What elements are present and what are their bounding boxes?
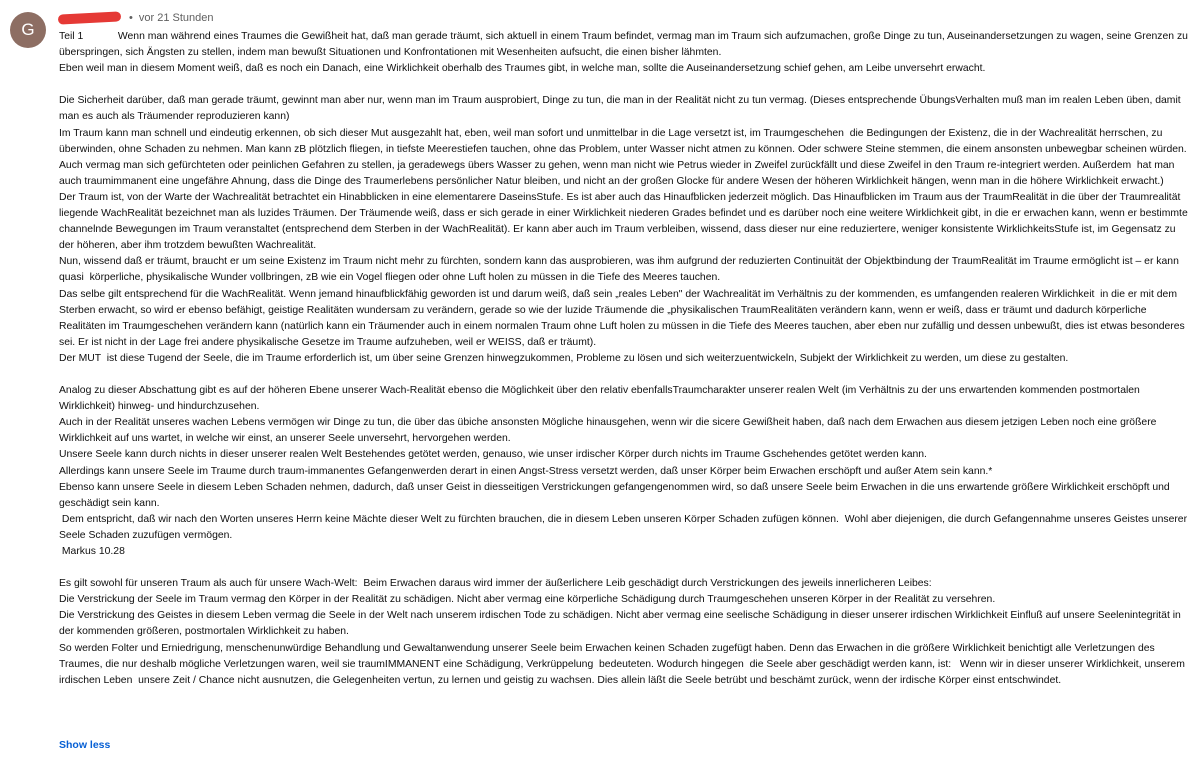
blank-line [59, 560, 1191, 576]
comment-paragraph: Eben weil man in diesem Moment weiß, daß es noch ein Danach, eine Wirklichkeit oberhalb des Traumes gibt, in welche man, sollte die Auseinandersetzung schief gehen, am Leibe unversehrt erwacht. [59, 63, 986, 75]
comment-paragraph: Der MUT ist diese Tugend der Seele, die im Traume erforderlich ist, um über seine Grenzen hinwegzukommen, Probleme zu lösen und sich weiterzuentwickeln, Subjekt der Wirklichkeit zu werden, um diese zu gestalten. [59, 352, 1069, 364]
comment-header [58, 9, 213, 27]
comment-text [59, 29, 1191, 689]
show-less-button[interactable]: Show less [59, 739, 111, 751]
comment-paragraph: Die Verstrickung der Seele im Traum vermag den Körper in der Realität zu schädigen. Nicht aber vermag eine körperliche Schädigung durch Traumgeschehen unseren Körper in der Realität zu versehren. [59, 594, 996, 606]
author-name-redacted[interactable] [58, 11, 121, 24]
blank-line [59, 367, 1191, 383]
comment-paragraph: Der Traum ist, von der Warte der Wachrealität betrachtet ein Hinabblicken in eine elementarere DaseinsStufe. Es ist aber auch das Hinaufblicken jederzeit möglich. Das Hinaufblicken im Traum aus der TraumRealität in die über der Traumrealität liegende WachRealität bezeichnet man als luzides Träumen. Der Träumende weiß, dass er sich gerade in einer Wirklichkeit niederen Grades befindet und es darüber noch eine weitere Wirklichkeit gibt, in die er erwachen kann, wenn er bestimmte channelnde Bewegungen im Traum veranstaltet (entsprechend dem Sterben in der WachRealität). Er kann aber auch im Traum verbleiben, wissend, dass dieser nur eine reduziertere, weniger konsistente WirklichkeitsStufe ist, im Gegensatz zu der höheren, aber ihm trotzdem bewußten Wachrealität. [59, 191, 1191, 252]
comment-paragraph: Es gilt sowohl für unseren Traum als auch für unsere Wach-Welt: Beim Erwachen daraus wird immer der äußerlichere Leib geschädigt durch Verstrickungen des jeweils innerlicheren Leibes: [59, 578, 932, 590]
comment-paragraph: Auch vermag man sich gefürchteten oder peinlichen Gefahren zu stellen, ja geradewegs übers Wasser zu gehen, wenn man nicht wie Petrus wieder in Zweifel zurückfällt und diese Zweifel in den Traum re-integriert werden. Außerdem hat man auch traumimmanent eine ungefähre Ahnung, dass die Dinge des Traumerlebens persönlicher Natur bleiben, und nicht an der großen Glocke für andere Wesen der höheren Wirklichkeit hängen, wenn man in die höhere Wirklichkeit erwacht.) [59, 159, 1178, 187]
comment-paragraph: Die Verstrickung des Geistes in diesem Leben vermag die Seele in der Welt nach unserem irdischen Tode zu schädigen. Nicht aber vermag eine seelische Schädigung in dieser unserer irdischen Wirklichkeit Einfluß auf unsere Seelenintegrität in der kommenden größeren, postmortalen Wirklichkeit zu haben. [59, 610, 1184, 638]
comment-paragraph: So werden Folter und Erniedrigung, menschenunwürdige Behandlung und Gewaltanwendung unserer Seele beim Erwachen keinen Schaden zugefügt haben. Denn das Erwachen in die größere Wirklichkeit benichtigt alle Verletzungen des Traumes, die nur deshalb mögliche Verletzungen waren, weil sie traumIMMANENT eine Schädigung, Verkrüppelung bedeuteten. Wodurch hingegen die Seele aber geschädigt werden kann, ist: Wenn wir in dieser unserer Wirklichkeit, unserem irdischen Leben unsere Zeit / Chance nicht ausnutzen, die Gelegenheiten vertun, zu lernen und geistig zu wachsen. Dies allein läßt die Seele betrübt und beschämt zurück, wenn der irdische Körper einst entschwindet. [59, 642, 1188, 686]
comment-paragraph: Im Traum kann man schnell und eindeutig erkennen, ob sich dieser Mut ausgezahlt hat, eben, weil man sofort und unmittelbar in die Lage versetzt ist, im Traumgeschehen die Bedingungen der Existenz, die in der Wachrealität herrschen, zu überwinden, ohne Schaden zu nehmen. Man kann zB plötzlich fliegen, in tiefste Meerestiefen tauchen, ohne das Problem, unter Wasser nicht atmen zu können. Oder schwere Steine stemmen, die einem ansonsten unbewegbar scheinen würden. [59, 127, 1187, 155]
author-avatar[interactable] [10, 12, 46, 48]
comment-paragraph: Analog zu dieser Abschattung gibt es auf der höheren Ebene unserer Wach-Realität ebenso die Möglichkeit über den relativ ebenfallsTraumcharakter unserer realen Welt (im Verhältnis zu der uns erwartenden kommenden postmortalen Wirklichkeit) hinweg- und hindurchzusehen. [59, 385, 1143, 413]
comment-paragraph: Unsere Seele kann durch nichts in dieser unserer realen Welt Bestehendes getötet werden, genauso, wie unser irdischer Körper durch nichts im Traume Gschehendes getötet werden kann. [59, 449, 927, 461]
comment-paragraph: Dem entspricht, daß wir nach den Worten unseres Herrn keine Mächte dieser Welt zu fürchten brauchen, die in diesem Leben unseren Körper Schaden zufügen können. Wohl aber diejenigen, die durch Gefangennahme unseres Geistes unserer Seele Schaden zuzufügen vermögen. [59, 513, 1190, 541]
comment-paragraph: Ebenso kann unsere Seele in diesem Leben Schaden nehmen, dadurch, daß unser Geist in diesseitigen Verstrickungen gefangengenommen wird, so daß unsere Seele beim Erwachen in die uns erwartende größere Wirklichkeit erschöpft und geschädigt sein kann. [59, 481, 1173, 509]
comment-paragraph: Das selbe gilt entsprechend für die WachRealität. Wenn jemand hinaufblickfähig geworden ist und darum weiß, daß sein „reales Leben" der Wachrealität im Verhältnis zu der kommenden, es umfangenden realeren Wirklichkeit in die er mit dem Sterben erwacht, so wird er ebenso befähigt, geistige Realitäten wundersam zu verändern, gerade so wie der luzide Träumende die „physikalischen TraumRealitäten verändern kann, wenn er weiß, dass er träumt und dadurch körperliche Realitäten im Traumgeschehen verändern kann (natürlich kann ein Träumender auch in einem normalen Traum ohne Luft holen zu müssen in die Tiefe des Meeres tauchen, aber eben nur zufällig und dessen unbewußt, dies ist etwas besonderes sei. Er ist nicht in der Lage frei andere physikalische Gesetze im Traume aufzuheben, weil er WEISS, daß er träumt). [59, 288, 1188, 348]
comment-paragraph: Teil 1 Wenn man während eines Traumes die Gewißheit hat, daß man gerade träumt, sich aktuell in einem Traum befindet, vermag man im Traum sich aufzumachen, große Dinge zu tun, Auseinandersetzungen zu wagen, seine Grenzen zu überspringen, sich Ängsten zu stellen, indem man bewußt Situationen und Konfrontationen mit Wesenheiten aufsucht, die einen bisher lähmten. [59, 31, 1191, 59]
comment-timestamp[interactable]: vor 21 Stunden [138, 12, 214, 24]
comment-paragraph: Allerdings kann unsere Seele im Traume durch traum-immanentes Gefangenwerden derart in einen Angst-Stress versetzt werden, daß unser Körper beim Erwachen erschöpft und außer Atem sein kann.* [59, 465, 993, 477]
avatar-initial: G [21, 20, 35, 39]
comment-paragraph: Auch in der Realität unseres wachen Lebens vermögen wir Dinge zu tun, die über das übiche ansonsten Mögliche hinausgehen, wenn wir die sicere Gewißheit haben, daß nach dem Erwachen aus diesem jetzigen Leben noch eine größere Wirklichkeit auf uns wartet, in welche wir einst, an unserer Seele unversehrt, hervorgehen werden. [59, 417, 1160, 445]
comment-paragraph: Markus 10.28 [59, 546, 125, 557]
separator-dot: • [129, 12, 133, 24]
comment-paragraph: Nun, wissend daß er träumt, braucht er um seine Existenz im Traum nicht mehr zu fürchten, sondern kann das ausprobieren, was ihm aufgrund der reduzierten Continuität der Objektbindung der TraumRealität im Traume ermöglicht ist – er kann quasi körperliche, physikalische Wunder vollbringen, zB wie ein Vogel fliegen oder ohne Luft holen zu müssen in die Tiefe des Meeres tauchen. [59, 256, 1185, 284]
blank-line [59, 77, 1191, 93]
comment-paragraph: Die Sicherheit darüber, daß man gerade träumt, gewinnt man aber nur, wenn man im Traum ausprobiert, Dinge zu tun, die man in der Realität nicht zu tun vermag. (Dieses entsprechende ÜbungsVerhalten muß man im realen Leben üben, damit man es auch als Träumender reproduzieren kann) [59, 95, 1184, 123]
